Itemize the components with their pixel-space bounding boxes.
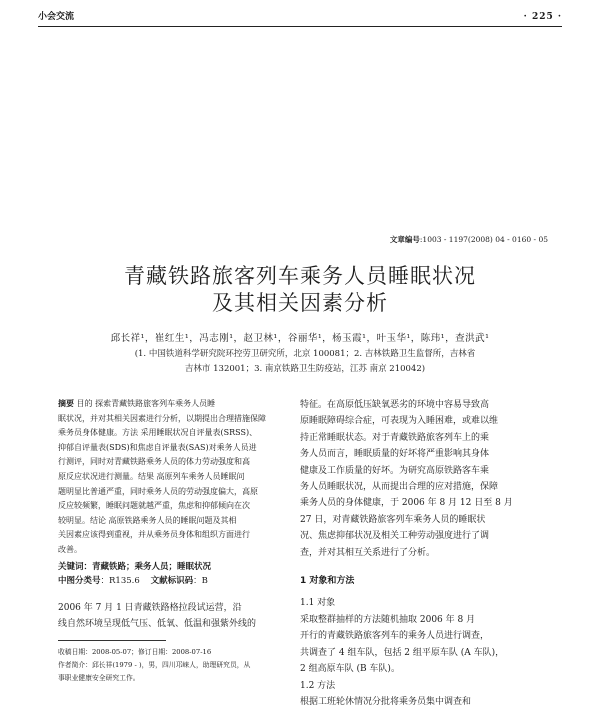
body-line: 原睡眠障碍综合症，可表现为入睡困难，或难以维: [300, 416, 499, 427]
body-line: 开行的青藏铁路旅客列车的乘务人员进行调查，: [300, 631, 490, 642]
article-number: [390, 234, 548, 245]
subsection-heading: 1.2 方法: [300, 680, 336, 691]
keywords-value: ：青藏铁路；乘务人员；睡眠状况: [83, 561, 212, 572]
body-line: 根据工班轮休情况分批将乘务员集中调查和: [300, 696, 472, 707]
title-line-2: 及其相关因素分析: [212, 291, 388, 315]
body-line: 况、焦虑抑郁状况及相关工种劳动强度进行了调: [300, 531, 490, 542]
abstract-line: 乘务员身体健康。方法 采用睡眠状况自评量表(SRSS)、: [58, 428, 258, 438]
footnote-line: 事职业健康安全研究工作。: [58, 674, 140, 682]
body-right-column: [300, 397, 546, 710]
footnotes: [58, 646, 288, 685]
affiliations: [70, 347, 540, 377]
affiliation-line: 吉林市 132001；3. 南京铁路卫生防疫站，江苏 南京 210042): [184, 364, 426, 374]
footnote-line: 收稿日期：2008-05-07；修订日期：2008-07-16: [58, 648, 212, 656]
keywords-label: 关键词: [58, 561, 84, 572]
body-line: 共调查了 4 组车队，包括 2 组平原车队 (A 车队)，: [300, 647, 505, 658]
abstract-lead: 摘要: [58, 399, 74, 408]
paper-title: [40, 263, 560, 317]
classification-line: 中图分类号：R135.6 文献标识码：B: [58, 575, 208, 586]
page-number: · 225 ·: [523, 12, 562, 22]
title-line-1: 青藏铁路旅客列车乘务人员睡眠状况: [124, 264, 476, 288]
footnote-rule: [58, 640, 166, 641]
journal-section: 小会交流: [38, 12, 75, 22]
abstract-line: 行测评，同时对青藏铁路乘务人员的体力劳动强度和高: [58, 457, 250, 467]
affiliation-line: (1. 中国铁道科学研究院环控劳卫研究所，北京 100081；2. 吉林铁路卫生监督所，吉林省: [134, 349, 476, 359]
body-line: 务人员而言，睡眠质量的好坏将严重影响其身体: [300, 449, 490, 460]
abstract-line: 较明显。结论 高原铁路乘务人员的睡眠问题及其相: [58, 515, 237, 525]
intro-line: 线自然环境呈现低气压、低氧、低温和强紫外线的: [58, 619, 257, 629]
abstract-line: 抑郁自评量表(SDS)和焦虑自评量表(SAS)对乘务人员进: [58, 442, 257, 452]
abstract-line: 反应较频繁，睡眠问题就越严重，焦虑和抑郁倾向在次: [58, 501, 250, 511]
author-list: 邱长祥¹，崔红生¹，冯志刚¹，赵卫林¹，谷丽华¹，杨玉霞¹，叶玉华¹，陈玮¹，查洪武¹: [110, 333, 490, 344]
body-line: 2 组高原车队 (B 车队)。: [300, 664, 400, 675]
article-number-label: 文章编号: [389, 235, 420, 244]
intro-paragraph: [58, 600, 284, 632]
abstract-line: 原反应状况进行测量。结果 高原列车乘务人员睡眠问: [58, 471, 245, 481]
abstract-block: [58, 397, 280, 588]
subsection-heading: 1.1 对象: [300, 598, 336, 609]
body-line: 务人员睡眠状况，从而提出合理的应对措施，保障: [300, 482, 499, 493]
body-line: 乘务人员的身体健康，于 2006 年 8 月 12 日至 8 月: [300, 498, 513, 509]
abstract-line: 改善。: [58, 544, 82, 554]
body-line: 持正常睡眠状态。对于青藏铁路旅客列车上的乘: [300, 432, 490, 443]
running-head: [38, 10, 562, 24]
abstract-line: 题明显比普通严重，同时乘务人员的劳动强度偏大，高原: [58, 486, 258, 496]
header-rule: [38, 26, 562, 27]
abstract-line: 关因素应该得到重视，并从乘务员身体和组织方面进行: [58, 530, 250, 540]
body-line: 特征。在高原低压缺氧恶劣的环境中容易导致高: [300, 400, 490, 410]
body-line: 健康及工作质量的好坏。为研究高原铁路客车乘: [300, 465, 490, 476]
body-line: 采取整群抽样的方法随机抽取 2006 年 8 月: [300, 614, 476, 625]
intro-line: 2006 年 7 月 1 日青藏铁路格拉段试运营，沿: [58, 603, 242, 613]
keywords-block: [58, 560, 280, 588]
article-number-value: :1003 - 1197(2008) 04 - 0160 - 05: [419, 235, 548, 244]
body-line: 27 日，对青藏铁路旅客列车乘务人员的睡眠状: [300, 514, 486, 525]
abstract-line: 眠状况，并对其相关因素进行分析，以期提出合理措施保障: [58, 413, 266, 423]
footnote-line: 作者简介：邱长祥(1979 - )，男，四川邛崃人，助理研究员，从: [58, 661, 251, 669]
abstract-line: 摘要 目的 探索青藏铁路旅客列车乘务人员睡: [58, 399, 216, 408]
section-heading: 1 对象和方法: [300, 576, 355, 587]
keywords-line: [58, 560, 280, 574]
body-line: 查，并对其相互关系进行了分析。: [300, 547, 436, 558]
